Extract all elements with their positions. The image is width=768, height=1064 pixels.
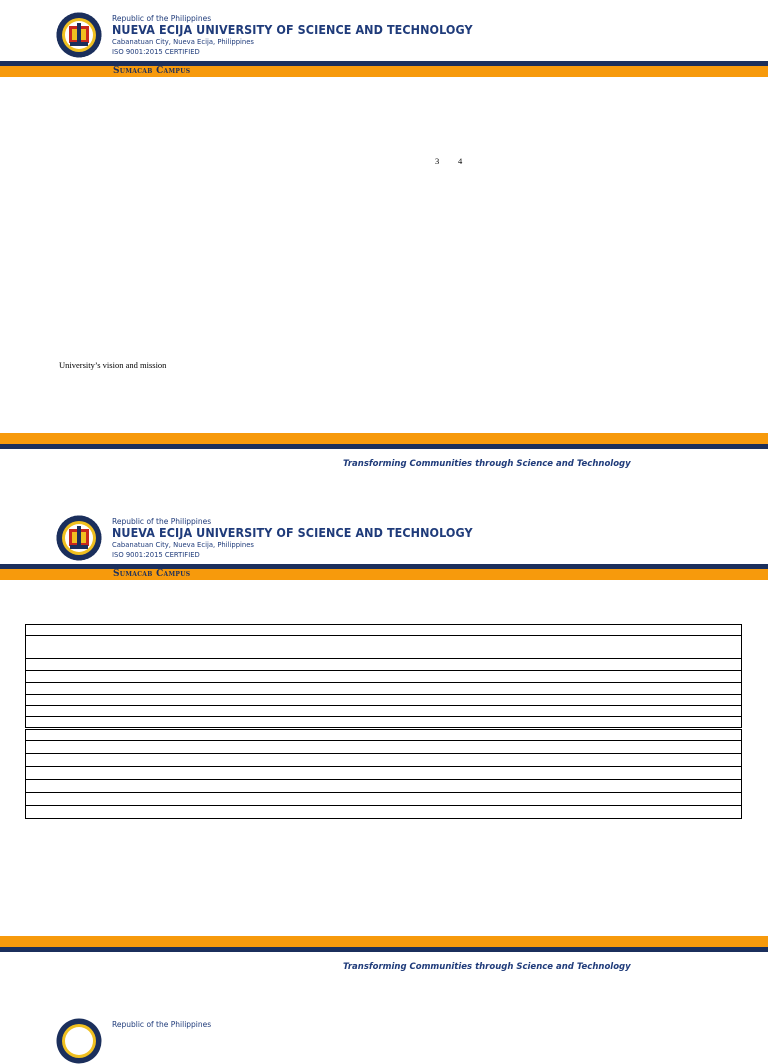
table-cell	[26, 717, 742, 728]
empty-table-1	[25, 624, 742, 728]
table-row	[26, 793, 742, 806]
table-cell	[26, 793, 742, 806]
iso-label: ISO 9001:2015 CERTIFIED	[112, 551, 200, 559]
table-row	[26, 636, 742, 659]
table-row	[26, 706, 742, 717]
table-cell	[26, 671, 742, 683]
table-cell	[26, 754, 742, 767]
table-row	[26, 671, 742, 683]
table-row	[26, 659, 742, 671]
footer-tagline: Transforming Communities through Science and Technology	[343, 459, 631, 469]
republic-label: Republic of the Philippines	[112, 14, 212, 23]
table-cell	[26, 636, 742, 659]
table-cell	[26, 780, 742, 793]
table-row	[26, 806, 742, 819]
republic-label: Republic of the Philippines	[112, 517, 212, 526]
table-row	[26, 695, 742, 706]
footer-tagline: Transforming Communities through Science and Technology	[343, 962, 631, 972]
campus-label: Sumacab Campus	[113, 66, 191, 76]
table-row	[26, 717, 742, 728]
page-number-b: 4	[458, 156, 463, 166]
table-row	[26, 730, 742, 741]
table-cell	[26, 741, 742, 754]
table-row	[26, 741, 742, 754]
table-row	[26, 754, 742, 767]
table-row	[26, 780, 742, 793]
footer-band-orange	[0, 936, 768, 947]
empty-table-2	[25, 729, 742, 819]
city-label: Cabanatuan City, Nueva Ecija, Philippines	[112, 541, 254, 549]
table-row	[26, 625, 742, 636]
university-name: NUEVA ECIJA UNIVERSITY OF SCIENCE AND TECHNOLOGY	[112, 526, 473, 540]
table-cell	[26, 695, 742, 706]
table-cell	[26, 706, 742, 717]
table-cell	[26, 659, 742, 671]
table-cell	[26, 683, 742, 695]
republic-label: Republic of the Philippines	[112, 1020, 212, 1029]
university-seal-logo	[56, 1018, 102, 1064]
university-seal-logo	[56, 515, 102, 561]
table-cell	[26, 767, 742, 780]
city-label: Cabanatuan City, Nueva Ecija, Philippines	[112, 38, 254, 46]
iso-label: ISO 9001:2015 CERTIFIED	[112, 48, 200, 56]
table-row	[26, 683, 742, 695]
table-cell	[26, 806, 742, 819]
vision-mission-text: University’s vision and mission	[59, 360, 167, 370]
table-cell	[26, 625, 742, 636]
campus-label: Sumacab Campus	[113, 569, 191, 579]
table-row	[26, 767, 742, 780]
footer-band-navy	[0, 947, 768, 952]
university-name: NUEVA ECIJA UNIVERSITY OF SCIENCE AND TECHNOLOGY	[112, 23, 473, 37]
table-cell	[26, 730, 742, 741]
page-number-a: 3	[435, 156, 440, 166]
